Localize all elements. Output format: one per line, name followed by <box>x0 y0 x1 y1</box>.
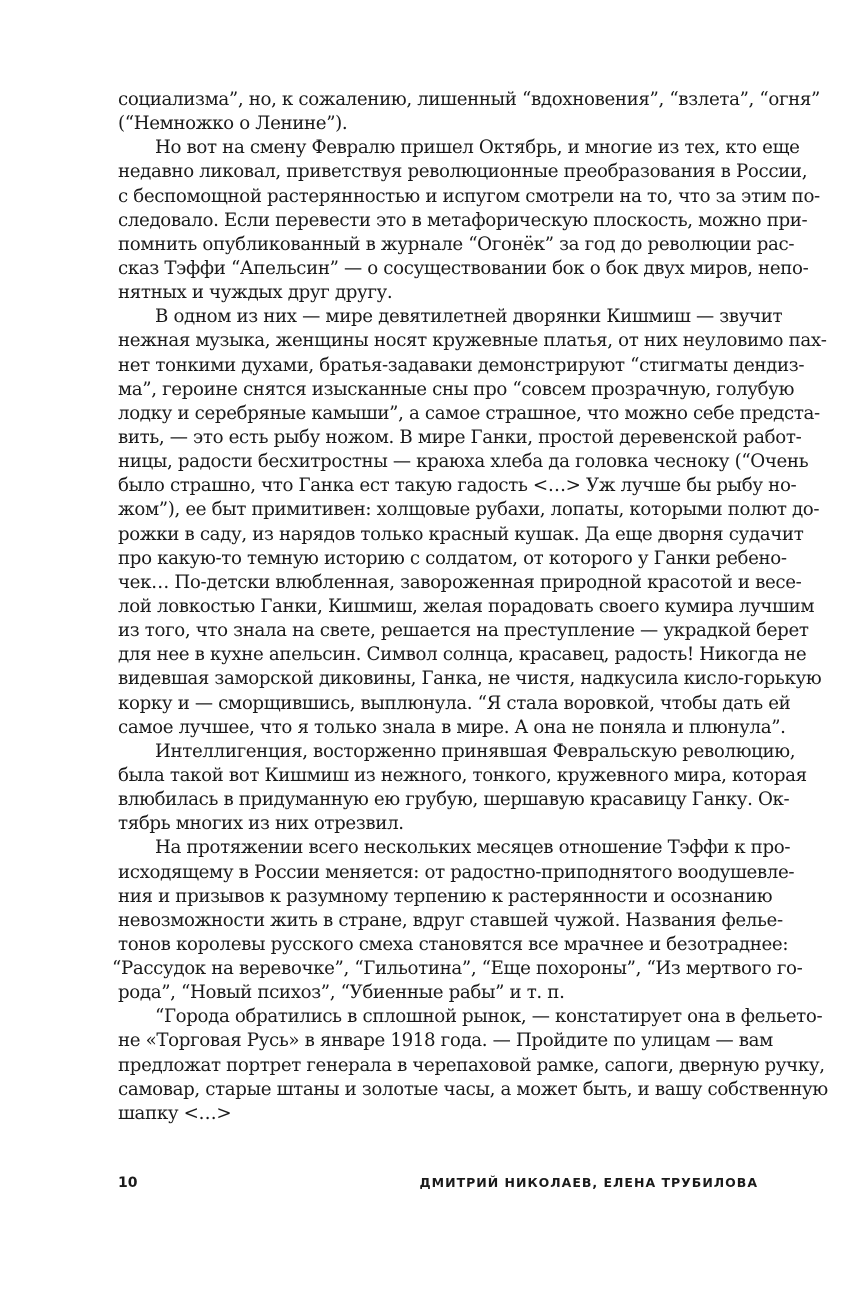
paragraph <box>118 136 820 305</box>
text-line: невозможности жить в стране, вдруг ставшей чужой. Названия фелье- <box>118 909 783 931</box>
text-line: нет тонкими духами, братья-задаваки демонстрируют “стигматы дендиз- <box>118 354 805 376</box>
text-line: влюбилась в придуманную ею грубую, шершавую красавицу Ганку. Ок- <box>118 789 790 811</box>
paragraph <box>112 836 803 1005</box>
text-line: рожки в саду, из нарядов только красный кушак. Да еще дворня судачит <box>118 523 804 545</box>
text-line: было страшно, что Ганка ест такую гадость <…> Уж лучше бы рыбу но- <box>118 475 797 497</box>
text-line: исходящему в России меняется: от радостно-приподнятого воодушевле- <box>118 861 795 883</box>
text-line: про какую-то темную историю с солдатом, от которого у Ганки ребено- <box>118 547 787 569</box>
text-line: корку и — сморщившись, выплюнула. “Я стала воровкой, чтобы дать ей <box>118 692 791 714</box>
text-line: не «Торговая Русь» в январе 1918 года. — Пройдите по улицам — вам <box>118 1030 773 1052</box>
text-line: с беспомощной растерянностью и испугом смотрели на то, что за этим по- <box>118 185 820 207</box>
text-line: нежная музыка, женщины носят кружевные платья, от них неуловимо пах- <box>118 330 827 352</box>
text-line: ницы, радости бесхитростны — краюха хлеба да головка чесноку (“Очень <box>118 451 809 473</box>
text-line: чек… По-детски влюбленная, завороженная природной красотой и весе- <box>118 571 802 593</box>
text-line: ния и призывов к разумному терпению к растерянности и осознанию <box>118 885 773 907</box>
text-line: следовало. Если перевести это в метафорическую плоскость, можно при- <box>118 209 808 231</box>
text-line: (“Немножко о Ленине”). <box>118 113 348 135</box>
page-number: 10 <box>118 1175 138 1191</box>
text-line: видевшая заморской диковины, Ганка, не чистя, надкусила кисло-горькую <box>118 668 822 690</box>
text-line: “Рассудок на веревочке”, “Гильотина”, “Еще похороны”, “Из мертвого го- <box>112 958 803 980</box>
text-line: “Города обратились в сплошной рынок, — констатирует она в фельето- <box>155 1006 823 1028</box>
text-line: предложат портрет генерала в черепаховой рамке, сапоги, дверную ручку, <box>118 1054 825 1076</box>
text-line: рода”, “Новый психоз”, “Убиенные рабы” и т. п. <box>118 982 565 1004</box>
text-line: помнить опубликованный в журнале “Огонёк” за год до революции рас- <box>118 233 795 255</box>
page-footer <box>118 1175 758 1193</box>
text-line: самое лучшее, что я только знала в мире. А она не поняла и плюнула”. <box>118 716 786 738</box>
text-line: самовар, старые штаны и золотые часы, а может быть, и вашу собственную <box>118 1078 828 1100</box>
text-line: шапку <…> <box>118 1102 232 1124</box>
text-line: В одном из них — мире девятилетней дворянки Кишмиш — звучит <box>155 306 783 328</box>
text-line: сказ Тэффи “Апельсин” — о сосуществовании бок о бок двух миров, непо- <box>118 257 809 279</box>
text-line: На протяжении всего нескольких месяцев отношение Тэффи к про- <box>155 837 791 859</box>
text-line: из того, что знала на свете, решается на преступление — украдкой берет <box>118 620 809 642</box>
text-line: тябрь многих из них отрезвил. <box>118 813 404 835</box>
text-line: социализма”, но, к сожалению, лишенный “вдохновения”, “взлета”, “огня” <box>118 89 820 110</box>
text-line: ма”, героине снятся изысканные сны про “совсем прозрачную, голубую <box>118 378 795 400</box>
paragraph <box>118 1005 828 1126</box>
body-text <box>112 88 828 1126</box>
text-line: для нее в кухне апельсин. Символ солнца, красавец, радость! Никогда не <box>118 644 807 666</box>
running-head: ДМИТРИЙ НИКОЛАЕВ, ЕЛЕНА ТРУБИЛОВА <box>419 1175 758 1190</box>
text-line: была такой вот Кишмиш из нежного, тонкого, кружевного мира, которая <box>118 764 807 786</box>
text-line: Но вот на смену Февралю пришел Октябрь, и многие из тех, кто еще <box>155 137 800 159</box>
text-line: лой ловкостью Ганки, Кишмиш, желая порадовать своего кумира лучшим <box>118 595 815 617</box>
text-line: лодку и серебряные камыши”, а самое страшное, что можно себе предста- <box>118 402 820 424</box>
text-line: нятных и чуждых друг другу. <box>118 282 393 304</box>
text-line: жом”), ее быт примитивен: холщовые рубахи, лопаты, которыми полют до- <box>118 499 820 521</box>
paragraph <box>118 740 807 837</box>
text-line: вить, — это есть рыбу ножом. В мире Ганки, простой деревенской работ- <box>118 426 802 448</box>
paragraph <box>118 305 827 740</box>
text-line: Интеллигенция, восторженно принявшая Февральскую революцию, <box>155 740 796 762</box>
paragraph <box>118 88 820 136</box>
text-line: недавно ликовал, приветствуя революционные преобразования в России, <box>118 161 808 183</box>
text-line: тонов королевы русского смеха становятся все мрачнее и безотраднее: <box>118 933 789 955</box>
